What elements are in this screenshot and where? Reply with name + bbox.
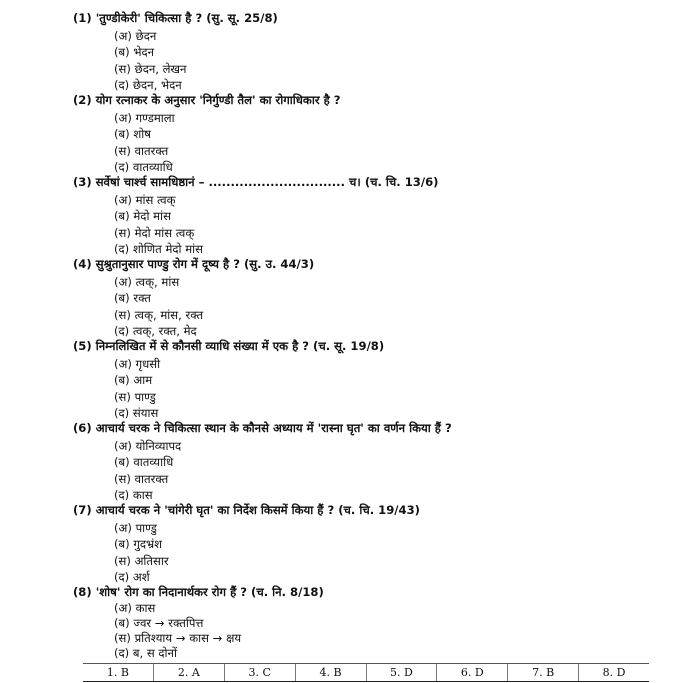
option-b: (ब) मेदो मांस [114, 209, 171, 224]
answer-4: 4. B [295, 664, 366, 681]
option-d: (द) त्वक्, रक्त, मेद [114, 323, 197, 338]
option-a: (अ) त्वक्, मांस [114, 275, 180, 289]
answer-6: 6. D [436, 664, 507, 681]
option-d: (द) ब, स दोनों [114, 646, 177, 660]
option-c: (स) प्रतिश्याय → कास → क्षय [114, 631, 242, 645]
option-c: (स) वातरक्त [114, 143, 169, 158]
option-d: (द) संयास [114, 405, 159, 420]
option-d: (द) वातव्याधि [114, 159, 173, 174]
option-c: (स) अतिसार [114, 553, 169, 568]
option-d: (द) छेदन, भेदन [114, 77, 182, 92]
option-c: (स) मेदो मांस त्वक् [114, 225, 195, 240]
option-a: (अ) छेदन [114, 29, 157, 43]
question-text: (3) सर्वेषां चार्श्च सामधिष्ठानं – ............................... च। (च. चि. 13/6) [73, 175, 439, 189]
option-a: (अ) गृधसी [114, 357, 161, 371]
option-b: (ब) ज्वर → रक्तपित्त [114, 616, 204, 630]
option-d: (द) शोणित मेदो मांस [114, 241, 204, 256]
option-b: (ब) गुदभ्रंश [114, 537, 163, 552]
question-text: (8) 'शोष' रोग का निदानार्थकर रोग हैं ? (च. नि. 8/18) [73, 585, 324, 599]
answer-key [83, 663, 649, 682]
question-text: (1) 'तुण्डीकेरी' चिकित्सा है ? (सु. सू. 25/8) [73, 11, 278, 25]
question-text: (5) निम्नलिखित में से कौनसी व्याधि संख्या में एक है ? (च. सू. 19/8) [73, 339, 385, 353]
option-d: (द) कास [114, 487, 153, 502]
option-c: (स) पाण्डु [114, 389, 156, 404]
option-b: (ब) आम [114, 373, 153, 388]
answer-2: 2. A [153, 664, 224, 681]
question-text: (6) आचार्य चरक ने चिकित्सा स्थान के कौनसे अध्याय में 'रास्ना घृत' का वर्णन किया हैं ? [73, 421, 452, 435]
answer-1: 1. B [106, 666, 129, 679]
option-c: (स) त्वक्, मांस, रक्त [114, 307, 204, 322]
option-c: (स) वातरक्त [114, 471, 169, 486]
option-a: (अ) कास [114, 601, 156, 615]
option-b: (ब) भेदन [114, 45, 155, 60]
option-d: (द) अर्श [114, 569, 150, 584]
option-b: (ब) शोष [114, 127, 151, 142]
question-text: (7) आचार्य चरक ने 'चांगेरी घृत' का निर्देश किसमें किया हैं ? (च. चि. 19/43) [73, 503, 420, 517]
option-a: (अ) गण्डमाला [114, 111, 175, 125]
option-b: (ब) रक्त [114, 291, 151, 306]
option-c: (स) छेदन, लेखन [114, 61, 187, 76]
answer-8: 8. D [578, 664, 649, 681]
answer-5: 5. D [366, 664, 437, 681]
option-a: (अ) योनिव्यापद [114, 439, 182, 453]
answer-7: 7. B [507, 664, 578, 681]
answer-3: 3. C [224, 664, 295, 681]
option-a: (अ) मांस त्वक् [114, 193, 176, 207]
question-text: (4) सुश्रुतानुसार पाण्डु रोग में दूष्य है ? (सु. उ. 44/3) [73, 257, 315, 271]
question-text: (2) योग रत्नाकर के अनुसार 'निर्गुण्डी तैल' का रोगाधिकार है ? [73, 93, 341, 107]
option-b: (ब) वातव्याधि [114, 455, 174, 470]
option-a: (अ) पाण्डु [114, 521, 157, 535]
